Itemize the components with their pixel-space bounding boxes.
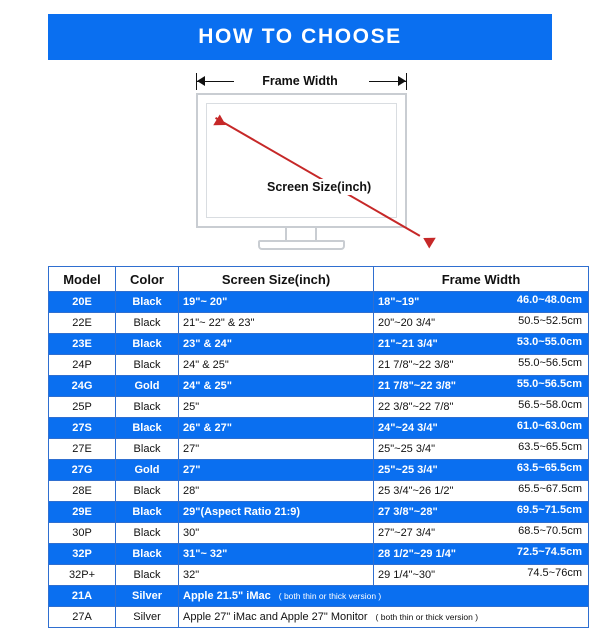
spec-table [48,266,589,628]
frame-width-inches: 25"~25 3/4" [378,463,438,476]
spec-table-wrapper [48,266,582,628]
cell-color: Black [116,313,179,334]
cell-color: Black [116,523,179,544]
cell-model: 24G [49,376,116,397]
cell-color: Black [116,418,179,439]
cell-screen-size: 21"~ 22" & 23" [179,313,374,334]
frame-width-inches: 24"~24 3/4" [378,421,438,434]
frame-width-inches: 21 7/8"~22 3/8" [378,379,457,392]
table-row [49,313,589,334]
frame-width-inches: 27 3/8"~28" [378,505,438,518]
frame-width-cm: 56.5~58.0cm [518,399,582,411]
cell-apple-description [179,586,589,607]
table-row [49,502,589,523]
frame-width-cm: 65.5~67.5cm [518,483,582,495]
frame-width-cm: 74.5~76cm [527,567,582,579]
table-row [49,607,589,628]
cell-color: Black [116,292,179,313]
column-header-frame-width: Frame Width [374,267,589,292]
cell-color: Black [116,544,179,565]
cell-screen-size: 24" & 25" [179,376,374,397]
cell-screen-size: 27" [179,460,374,481]
cell-model: 20E [49,292,116,313]
cell-screen-size: 29"(Aspect Ratio 21:9) [179,502,374,523]
cell-screen-size: 26" & 27" [179,418,374,439]
frame-width-inches: 28 1/2"~29 1/4" [378,547,457,560]
cell-frame-width [374,334,589,355]
table-row [49,523,589,544]
cell-model: 23E [49,334,116,355]
arrow-left-icon [197,76,205,86]
cell-frame-width [374,292,589,313]
cell-model: 25P [49,397,116,418]
cell-screen-size: 24" & 25" [179,355,374,376]
cell-frame-width [374,355,589,376]
cell-screen-size: 23" & 24" [179,334,374,355]
cell-model: 21A [49,586,116,607]
column-header-color: Color [116,267,179,292]
cell-frame-width [374,565,589,586]
cell-model: 27A [49,607,116,628]
frame-width-cm: 61.0~63.0cm [516,420,582,432]
cell-model: 29E [49,502,116,523]
monitor-bezel [196,93,407,228]
table-row [49,586,589,607]
frame-width-cm: 55.0~56.5cm [516,378,582,390]
frame-width-inches: 29 1/4"~30" [378,568,436,581]
cell-color: Black [116,439,179,460]
table-row [49,292,589,313]
cell-frame-width [374,397,589,418]
frame-width-cm: 55.0~56.5cm [518,357,582,369]
cell-color: Silver [116,607,179,628]
cell-model: 27S [49,418,116,439]
screen-size-label: Screen Size(inch) [264,179,374,195]
spec-table-body [49,292,589,628]
table-row [49,376,589,397]
cell-model: 27G [49,460,116,481]
cell-screen-size: 27" [179,439,374,460]
table-row [49,397,589,418]
cell-color: Black [116,502,179,523]
frame-width-cm: 50.5~52.5cm [518,315,582,327]
monitor-stand-base [258,240,345,250]
table-row [49,439,589,460]
cell-frame-width [374,460,589,481]
frame-width-inches: 20"~20 3/4" [378,316,436,329]
cell-model: 24P [49,355,116,376]
cell-frame-width [374,523,589,544]
frame-width-cm: 68.5~70.5cm [518,525,582,537]
cell-model: 30P [49,523,116,544]
cell-frame-width [374,481,589,502]
cell-screen-size: 25" [179,397,374,418]
cell-frame-width [374,544,589,565]
cell-color: Black [116,355,179,376]
cell-screen-size: 28" [179,481,374,502]
frame-width-inches: 21"~21 3/4" [378,337,438,350]
cell-model: 22E [49,313,116,334]
frame-width-cm: 63.5~65.5cm [516,462,582,474]
cell-color: Black [116,397,179,418]
frame-width-inches: 27"~27 3/4" [378,526,436,539]
cell-frame-width [374,418,589,439]
cell-color: Black [116,481,179,502]
frame-width-inches: 18"~19" [378,295,420,308]
cell-screen-size: 19"~ 20" [179,292,374,313]
cell-model: 32P [49,544,116,565]
table-row [49,460,589,481]
frame-width-cm: 53.0~55.0cm [516,336,582,348]
table-row [49,355,589,376]
diagonal-arrow-bottom-icon [423,233,439,249]
column-header-model: Model [49,267,116,292]
apple-model-note: ( both thin or thick version ) [278,590,382,601]
monitor-screen [206,103,397,218]
cell-screen-size: 31"~ 32" [179,544,374,565]
cell-frame-width [374,313,589,334]
cell-color: Gold [116,460,179,481]
frame-width-cm: 72.5~74.5cm [516,546,582,558]
cell-color: Silver [116,586,179,607]
frame-width-inches: 25"~25 3/4" [378,442,436,455]
frame-width-tick-right [406,73,407,90]
table-row [49,418,589,439]
frame-width-inches: 21 7/8"~22 3/8" [378,358,454,371]
cell-screen-size: 32" [179,565,374,586]
frame-width-inches: 22 3/8"~22 7/8" [378,400,454,413]
apple-model-name: Apple 27" iMac and Apple 27" Monitor [183,610,368,623]
frame-width-cm: 69.5~71.5cm [516,504,582,516]
cell-model: 32P+ [49,565,116,586]
cell-color: Gold [116,376,179,397]
table-row [49,544,589,565]
cell-color: Black [116,565,179,586]
page-title: HOW TO CHOOSE [198,25,402,48]
cell-frame-width [374,376,589,397]
table-row [49,565,589,586]
cell-color: Black [116,334,179,355]
table-row [49,481,589,502]
frame-width-cm: 46.0~48.0cm [516,294,582,306]
cell-apple-description [179,607,589,628]
cell-frame-width [374,439,589,460]
cell-model: 28E [49,481,116,502]
cell-frame-width [374,502,589,523]
monitor-diagram [150,66,450,251]
apple-model-name: Apple 21.5" iMac [183,589,271,602]
cell-model: 27E [49,439,116,460]
frame-width-inches: 25 3/4"~26 1/2" [378,484,454,497]
table-header-row [49,267,589,292]
frame-width-cm: 63.5~65.5cm [518,441,582,453]
apple-model-note: ( both thin or thick version ) [375,611,479,622]
frame-width-label: Frame Width [262,74,338,88]
header-banner [48,14,552,60]
arrow-right-icon [398,76,406,86]
column-header-screen-size: Screen Size(inch) [179,267,374,292]
cell-screen-size: 30" [179,523,374,544]
table-row [49,334,589,355]
